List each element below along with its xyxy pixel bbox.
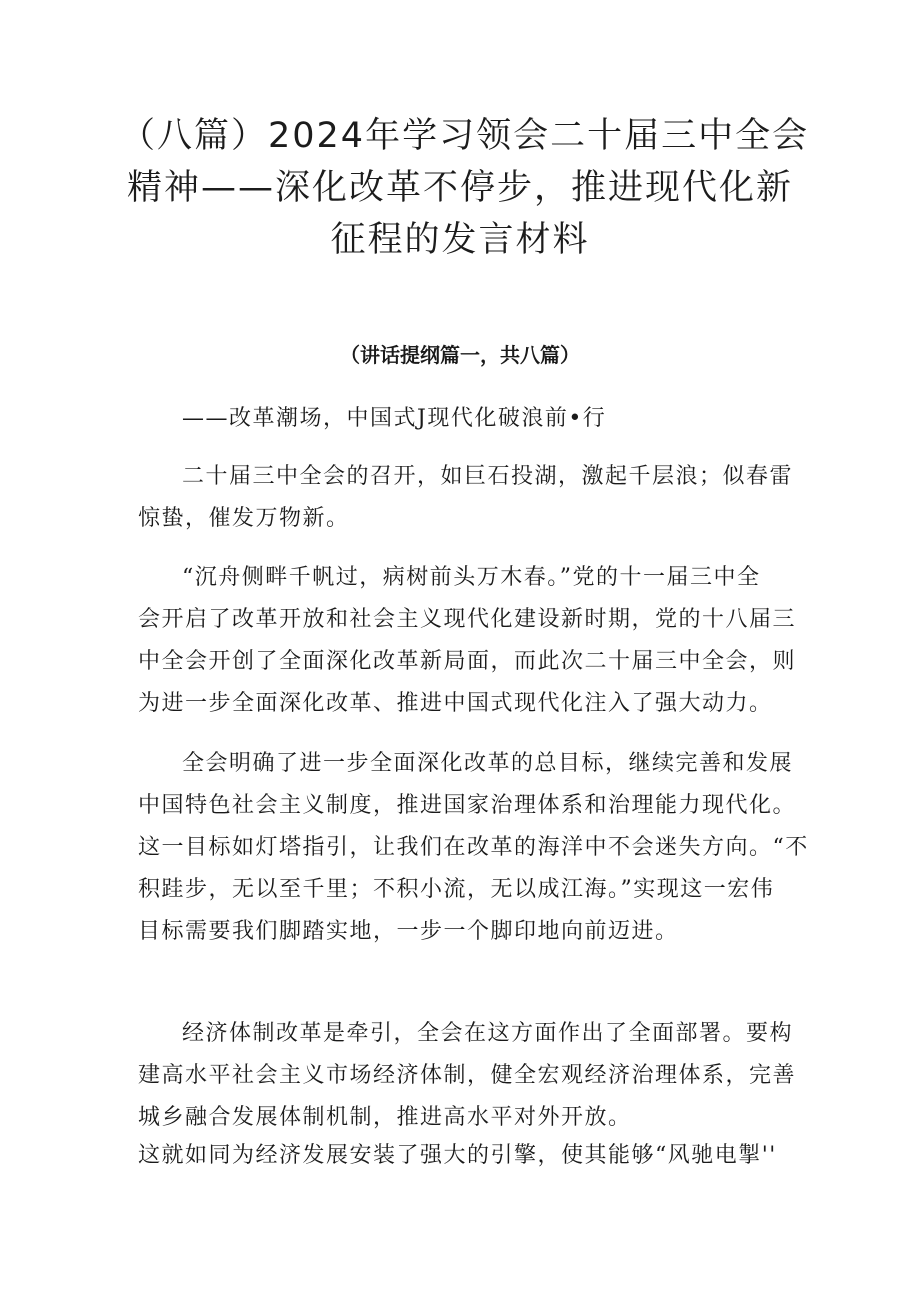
paragraph-line: 会开启了改革开放和社会主义现代化建设新时期，党的十八届三 xyxy=(138,607,797,632)
paragraph-3 xyxy=(138,743,809,953)
paragraph-line: 全会明确了进一步全面深化改革的总目标，继续完善和发展 xyxy=(182,751,794,776)
paragraph-line: 经济体制改革是牵引，全会在这方面作出了全面部署。要构 xyxy=(182,1021,794,1046)
paragraph-4 xyxy=(138,1013,797,1139)
paragraph-line: 中国特色社会主义制度，推进国家治理体系和治理能力现代化。 xyxy=(138,793,797,818)
paragraph-line: 这一目标如灯塔指引，让我们在改革的海洋中不会迷失方向。“不 xyxy=(138,835,809,860)
paragraph-line: 这就如同为经济发展安装了强大的引擎，使其能够“风驰电掣'' xyxy=(138,1143,777,1168)
paragraph-line: 二十届三中全会的召开，如巨石投湖，激起千层浪；似春雷 xyxy=(182,464,794,489)
document-subtitle: （讲话提纲篇一，共八篇） xyxy=(340,343,580,367)
paragraph-line: 惊蛰，催发万物新。 xyxy=(138,506,350,531)
lead-text: ——改革潮场，中国式J现代化破浪前•行 xyxy=(182,406,607,431)
paragraph-2 xyxy=(138,557,797,725)
paragraph-line: 城乡融合发展体制机制，推进高水平对外开放。 xyxy=(138,1105,632,1130)
title-line: 精神——深化改革不停步，推进现代化新 xyxy=(126,168,793,208)
paragraph-line: 建高水平社会主义市场经济体制，健全宏观经济治理体系，完善 xyxy=(138,1063,797,1088)
paragraph-line: “沉舟侧畔千帆过，病树前头万木春。”党的十一届三中全 xyxy=(182,565,761,590)
paragraph-line: 中全会开创了全面深化改革新局面，而此次二十届三中全会，则 xyxy=(138,649,797,674)
paragraph-line: 积跬步，无以至千里；不积小流，无以成江海。”实现这一宏伟 xyxy=(138,877,775,902)
title-line: 征程的发言材料 xyxy=(330,220,590,260)
title-line: （八篇）2024年学习领会二十届三中全会 xyxy=(120,116,810,156)
paragraph-line: 目标需要我们脚踏实地，一步一个脚印地向前迈进。 xyxy=(138,919,679,944)
lead-line xyxy=(138,398,788,440)
document-title xyxy=(120,110,810,266)
paragraph-5 xyxy=(138,1135,788,1177)
paragraph-1 xyxy=(138,456,794,540)
paragraph-line: 为进一步全面深化改革、推进中国式现代化注入了强大动力。 xyxy=(138,691,773,716)
